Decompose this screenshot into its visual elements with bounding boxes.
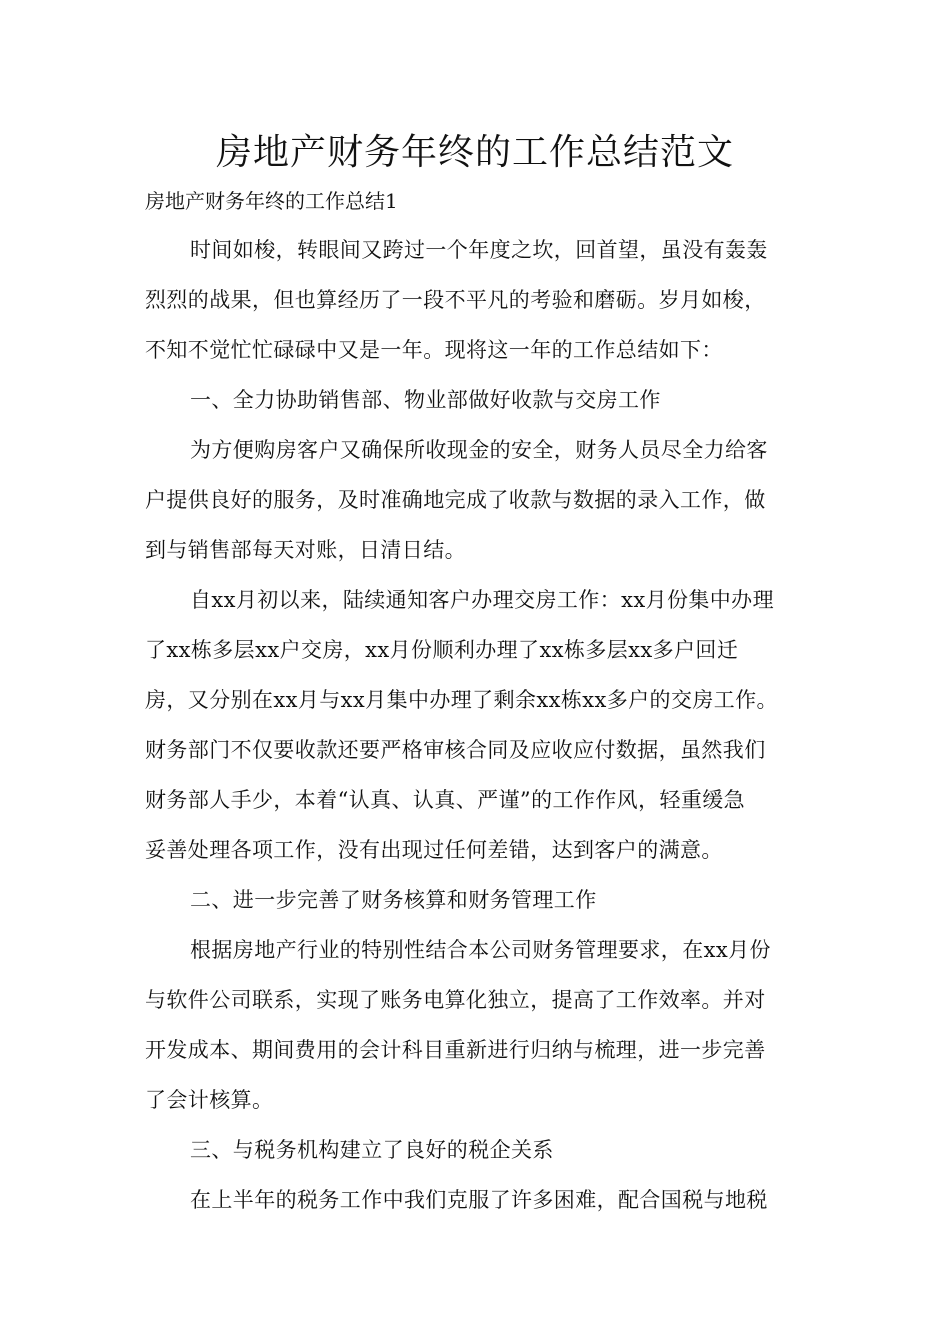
document-title: 房地产财务年终的工作总结范文 — [215, 132, 734, 173]
body-line: 根据房地产行业的特别性结合本公司财务管理要求，在xx月份 — [190, 938, 771, 962]
body-line: 了xx栋多层xx户交房，xx月份顺利办理了xx栋多层xx多户回迁 — [145, 638, 739, 662]
body-line: 房，又分别在xx月与xx月集中办理了剩余xx栋xx多户的交房工作。 — [145, 688, 778, 712]
body-line: 在上半年的税务工作中我们克服了许多困难，配合国税与地税 — [190, 1188, 768, 1212]
body-line: 自xx月初以来，陆续通知客户办理交房工作：xx月份集中办理 — [190, 588, 774, 612]
body-line: 开发成本、期间费用的会计科目重新进行归纳与梳理，进一步完善 — [145, 1038, 766, 1062]
body-line: 妥善处理各项工作，没有出现过任何差错，达到客户的满意。 — [145, 838, 723, 862]
body-line: 财务部人手少，本着“认真、认真、严谨”的工作作风，轻重缓急 — [145, 788, 746, 812]
body-line: 时间如梭，转眼间又跨过一个年度之坎，回首望，虽没有轰轰 — [190, 238, 768, 262]
body-line: 财务部门不仅要收款还要严格审核合同及应收应付数据，虽然我们 — [145, 738, 766, 762]
section-subheading: 二、进一步完善了财务核算和财务管理工作 — [190, 888, 597, 912]
body-line: 烈烈的战果，但也算经历了一段不平凡的考验和磨砺。岁月如梭， — [145, 288, 766, 312]
body-line: 与软件公司联系，实现了账务电算化独立，提高了工作效率。并对 — [145, 988, 766, 1012]
body-line: 了会计核算。 — [145, 1088, 274, 1112]
body-line: 到与销售部每天对账，日清日结。 — [145, 538, 466, 562]
section-subheading: 一、全力协助销售部、物业部做好收款与交房工作 — [190, 388, 661, 412]
body-line: 户提供良好的服务，及时准确地完成了收款与数据的录入工作，做 — [145, 488, 766, 512]
section-heading: 房地产财务年终的工作总结1 — [145, 189, 398, 213]
body-line: 不知不觉忙忙碌碌中又是一年。现将这一年的工作总结如下： — [145, 338, 723, 362]
section-subheading: 三、与税务机构建立了良好的税企关系 — [190, 1138, 554, 1162]
body-line: 为方便购房客户又确保所收现金的安全，财务人员尽全力给客 — [190, 438, 768, 462]
